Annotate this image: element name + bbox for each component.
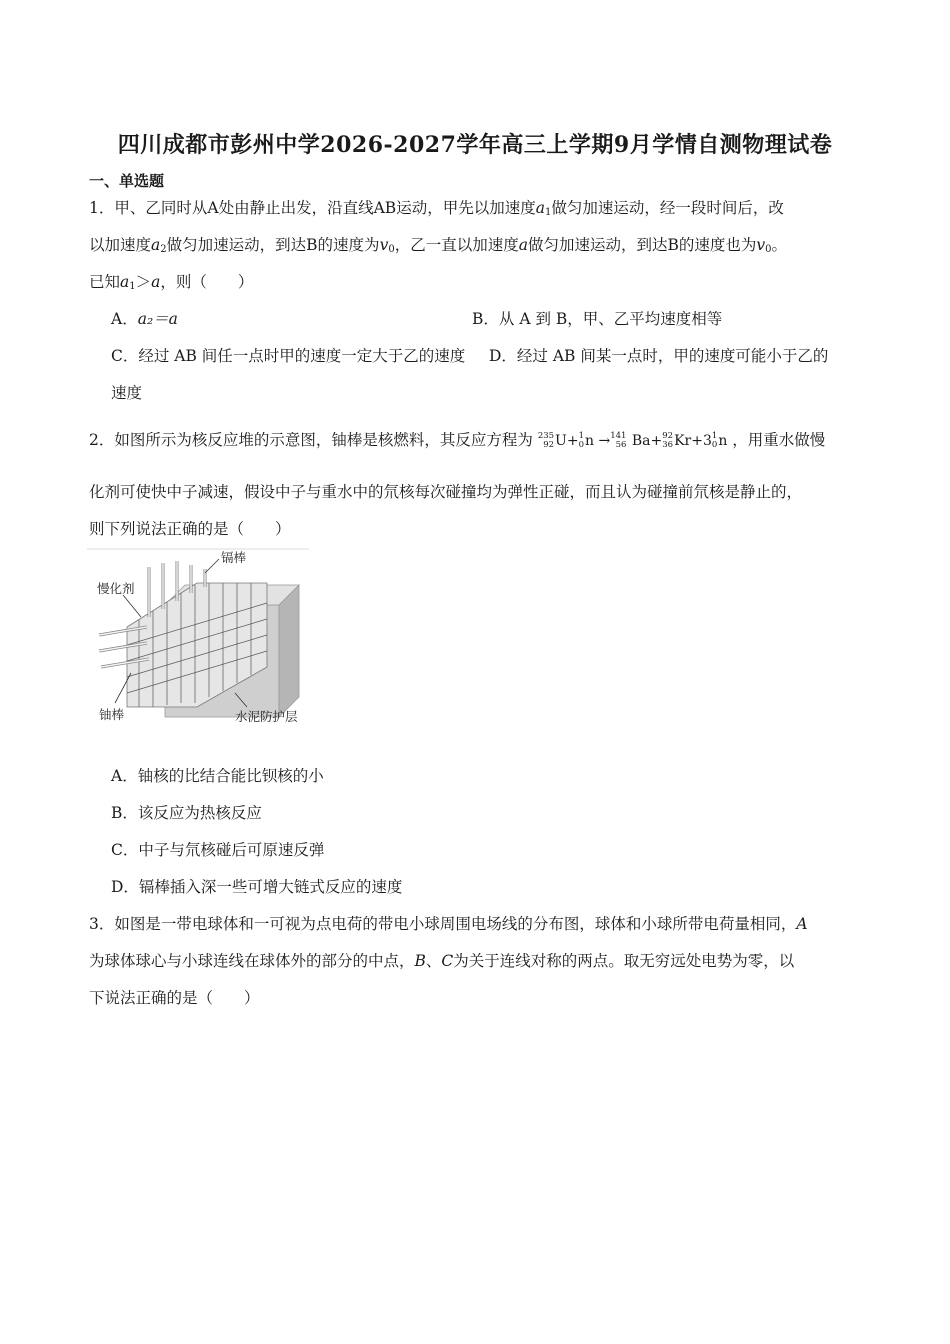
concrete-side	[279, 585, 299, 717]
q1-option-a[interactable]: A．a₂＝a	[111, 310, 178, 328]
q2-line-2: 化剂可使快中子减速，假设中子与重水中的氘核每次碰撞均为弹性正碰，而且认为碰撞前氘核是静止的，	[89, 483, 803, 501]
page-title: 四川成都市彭州中学2026-2027学年高三上学期9月学情自测物理试卷	[117, 132, 833, 158]
nuclear-equation: 235 92 U+ 1 0 n → 141 56 Ba+ 92 36 Kr+3 1 0 n	[537, 431, 728, 450]
q3-line-3: 下说法正确的是（ ）	[89, 989, 260, 1007]
q1-option-a-expr: a₂＝a	[137, 310, 178, 328]
label-cadmium-rod: 镉棒	[221, 550, 247, 565]
q2-line-1: 2．如图所示为核反应堆的示意图，铀棒是核燃料，其反应方程为 235 92 U+ 1 0 n → 141 56 Ba+ 92 36 Kr+3 1 0 n ，用重水做慢	[89, 431, 826, 450]
q1-line-1: 1．甲、乙同时从A处由静止出发，沿直线AB运动，甲先以加速度$a_1$做匀加速运动，经一段时间后，改	[89, 199, 784, 218]
q1-line-2: 以加速度$a_2$做匀加速运动，到达B的速度为$v_0$，乙一直以加速度a做匀加速运动，到达B的速度也为$v_0$。	[89, 236, 788, 255]
q3-line-2: 为球体球心与小球连线在球体外的部分的中点，B、C为关于连线对称的两点。取无穷远处电势为零，以	[89, 952, 795, 970]
q2-option-a[interactable]: A．铀核的比结合能比钡核的小	[111, 767, 324, 785]
q1-option-b[interactable]: B．从 A 到 B，甲、乙平均速度相等	[472, 310, 723, 328]
label-uranium-rod: 铀棒	[99, 707, 125, 722]
q1-line-3: 已知$a_1>a$，则（ ）	[89, 273, 254, 292]
section-heading: 一、单选题	[89, 172, 165, 190]
q1-option-d[interactable]: D．经过 AB 间某一点时，甲的速度可能小于乙的	[489, 347, 829, 365]
reactor-diagram	[87, 547, 313, 727]
q2-option-d[interactable]: D．镉棒插入深一些可增大链式反应的速度	[111, 878, 403, 896]
label-concrete-shield: 水泥防护层	[235, 709, 298, 724]
q3-line-1: 3．如图是一带电球体和一可视为点电荷的带电小球周围电场线的分布图，球体和小球所带电荷量相同，A	[89, 915, 808, 933]
q1-option-c[interactable]: C．经过 AB 间任一点时甲的速度一定大于乙的速度	[111, 347, 466, 365]
q2-line-3: 则下列说法正确的是（ ）	[89, 520, 291, 538]
label-moderator: 慢化剂	[97, 581, 135, 596]
q2-option-b[interactable]: B．该反应为热核反应	[111, 804, 262, 822]
q1-option-d-cont: 速度	[111, 384, 143, 402]
q2-option-c[interactable]: C．中子与氘核碰后可原速反弹	[111, 841, 325, 859]
